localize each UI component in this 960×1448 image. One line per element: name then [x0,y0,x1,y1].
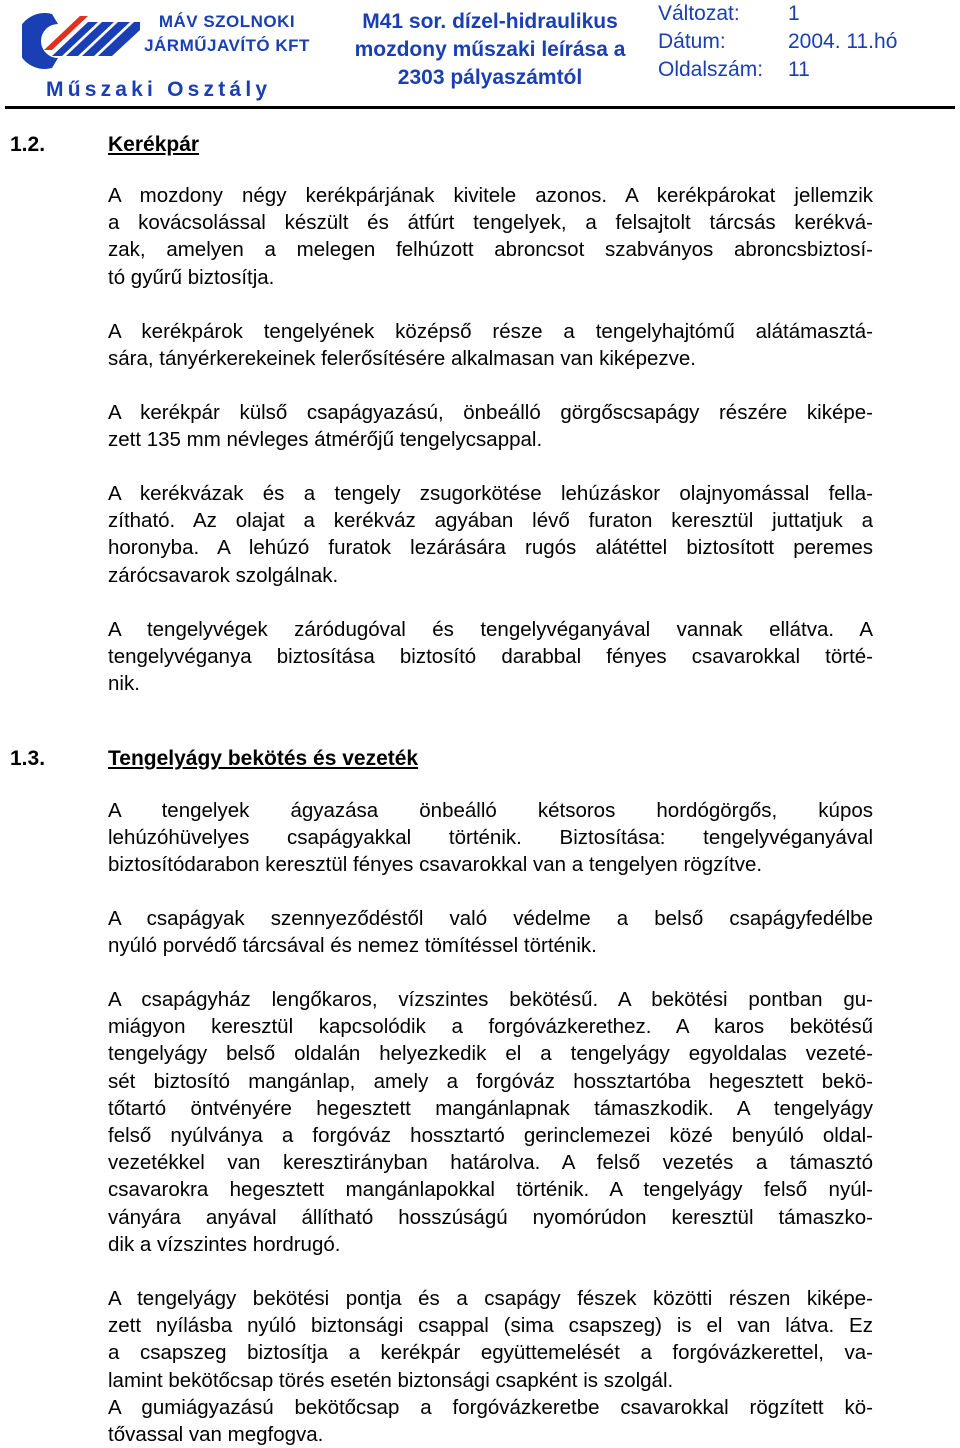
date-value: 2004. 11.hó [788,30,898,53]
department-name: Műszaki Osztály [46,78,272,101]
date-label: Dátum: [658,30,726,53]
meta-date [658,28,897,56]
text-line: tengelyágy belső oldalán helyezkedik el a tengelyágy egyoldalas vezeté- [108,1042,873,1066]
text-line: lamint bekötőcsap törés esetén biztonsági csapként is szolgál. [108,1368,674,1392]
text-line: sára, tányérkerekeinek felerősítésére alkalmasan van kiképezve. [108,347,696,371]
section-title: Tengelyágy bekötés és vezeték [108,747,419,770]
page-label: Oldalszám: [658,58,764,81]
text-line: sét biztosító mangánlap, amely a forgóváz hossztartóba hegesztett bekö- [108,1069,873,1093]
text-line: a csapszeg biztosítja a kerékpár együttemelését a forgóvázkerettel, va- [108,1341,873,1365]
text-line: tó gyűrű biztosítja. [108,265,275,289]
version-label: Változat: [658,2,740,25]
company-line-2: JÁRMŰJAVÍTÓ KFT [144,36,310,55]
paragraph [108,480,873,589]
mav-logo-icon [22,6,142,76]
text-line: tővassal van megfogva. [108,1422,324,1446]
text-line: ványára anyával állítható hosszúságú nyomórúdon keresztül támaszko- [108,1205,873,1229]
text-line: horonyba. A lehúzó furatok lezárására rugós alátéttel biztosított peremes [108,536,873,560]
text-line: nyúló porvédő tárcsával és nemez tömítéssel történik. [108,934,597,958]
text-line: A tengelyágy bekötési pontja és a csapágy fészek közötti részen kiképe- [108,1287,873,1310]
meta-version [658,0,897,28]
paragraph [108,318,873,372]
text-line: A csapágyház lengőkaros, vízszintes bekötésű. A bekötési pontban gu- [108,988,873,1011]
page-header [0,0,960,110]
title-line-3: 2303 pályaszámtól [397,66,583,89]
company-name [142,10,312,58]
page-value: 11 [788,58,810,81]
section-title: Kerékpár [108,133,200,156]
text-line: A kerékpárok tengelyének középső része a tengelyhajtómű alátámasztá- [108,320,873,343]
title-line-1: M41 sor. dízel-hidraulikus [362,10,618,33]
text-line: dik a vízszintes hordrugó. [108,1232,341,1256]
paragraph [108,1285,873,1448]
text-line: zett 135 mm névleges átmérőjű tengelycsappal. [108,428,543,452]
header-divider [5,106,955,109]
section-number: 1.2. [10,133,46,156]
text-line: vezetékkel van keresztirányban határolva. A felső vezetés a támasztó [108,1151,873,1175]
paragraph [108,905,873,959]
text-line: zítható. Az olajat a kerékváz agyában lévő furaton keresztül juttatjuk a [108,509,873,533]
text-line: tengelyvéganya biztosítása biztosító darabbal fényes csavarokkal törté- [108,645,873,669]
text-line: A gumiágyazású bekötőcsap a forgóvázkeretbe csavarokkal rögzített kö- [108,1395,873,1419]
paragraph [108,399,873,453]
text-line: biztosítódarabon keresztül fényes csavarokkal van a tengelyen rögzítve. [108,853,763,877]
text-line: A tengelyek ágyazása önbeálló kétsoros hordógörgős, kúpos [108,799,873,822]
paragraph [108,986,873,1258]
title-line-2: mozdony műszaki leírása a [354,38,626,61]
document-title [330,8,650,92]
text-line: A kerékpár külső csapágyazású, önbeálló görgőscsapágy részére kiképe- [108,401,873,424]
paragraph [108,797,873,879]
text-line: A tengelyvégek záródugóval és tengelyvéganyával vannak ellátva. A [108,618,873,641]
text-line: zett nyílásba nyúló biztonsági csappal (sima csapszeg) is el van látva. Ez [108,1314,873,1338]
paragraph [108,182,873,291]
text-line: tőtartó öntvényére hegesztett mangánlapnak támaszkodik. A tengelyágy [108,1096,873,1120]
text-line: miágyon keresztül kapcsolódik a forgóvázkerethez. A karos bekötésű [108,1015,873,1039]
paragraph [108,616,873,698]
text-line: a kovácsolással készült és átfúrt tengelyek, a felsajtolt tárcsás kerékvá- [108,211,873,235]
text-line: zárócsavarok szolgálnak. [108,563,339,587]
meta-page [658,56,897,84]
text-line: lehúzóhüvelyes csapágyakkal történik. Biztosítása: tengelyvéganyával [108,826,873,850]
company-line-1: MÁV SZOLNOKI [158,12,296,31]
text-line: csavarokra hegesztett mangánlapokkal történik. A tengelyágy felső nyúl- [108,1178,873,1202]
text-line: A mozdony négy kerékpárjának kivitele azonos. A kerékpárokat jellemzik [108,184,873,207]
document-meta [658,0,897,84]
text-line: nik. [108,672,140,696]
text-line: A kerékvázak és a tengely zsugorkötése lehúzáskor olajnyomással fella- [108,482,873,505]
text-line: zak, amelyen a melegen felhúzott abroncsot szabványos abroncsbiztosí- [108,238,873,262]
version-value: 1 [788,2,800,25]
section-number: 1.3. [10,747,46,770]
text-line: A csapágyak szennyeződéstől való védelme a belső csapágyfedélbe [108,907,873,930]
text-line: felső nyúlványa a forgóváz hossztartó gerinclemezei közé benyúló oldal- [108,1123,873,1147]
